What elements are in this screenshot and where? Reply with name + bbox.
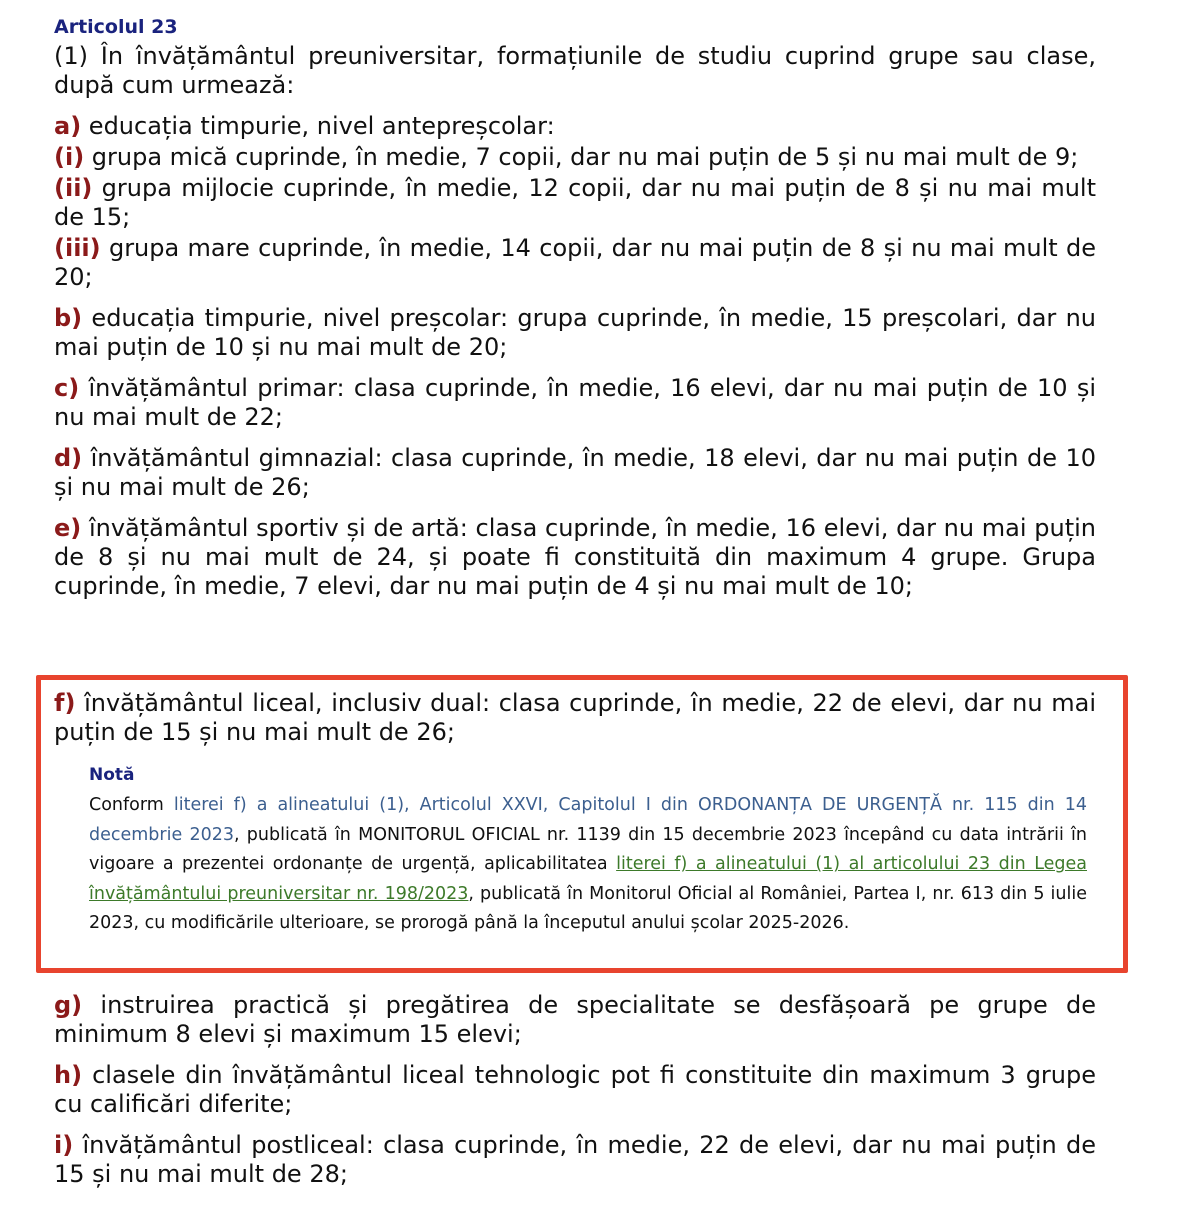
item-text: grupa mică cuprinde, în medie, 7 copii, dar nu mai puțin de 5 și nu mai mult de 9;: [84, 143, 1079, 171]
item-text: învățământul postliceal: clasa cuprinde, în medie, 22 de elevi, dar nu mai puțin de 15 și nu mai mult de 28;: [54, 1131, 1096, 1188]
item-text: învățământul sportiv și de artă: clasa cuprinde, în medie, 16 elevi, dar nu mai puțin de 8 și nu mai mult de 24, și poate fi constituită din maximum 4 grupe. Grupa cuprinde, în medie, 7 elevi, dar nu mai puțin de 4 și nu mai mult de 10;: [54, 514, 1096, 600]
items-after-list: [54, 991, 1096, 1189]
item-label: (ii): [54, 174, 93, 202]
item-text: instruirea practică și pregătirea de specialitate se desfășoară pe grupe de minimum 8 elevi și maximum 15 elevi;: [54, 991, 1096, 1048]
list-item: [54, 174, 1096, 232]
note-suffix: , publicată în Monitorul Oficial al României, Partea I, nr. 613 din 5 iulie 2023, cu modificările ulterioare, se prorogă până la începutul anului școlar 2025-2026.: [89, 883, 1088, 934]
item-label: (i): [54, 143, 85, 171]
item-label: a): [54, 112, 82, 140]
item-text: clasele din învățământul liceal tehnologic pot fi constituite din maximum 3 grupe cu calificări diferite;: [54, 1061, 1096, 1118]
items-before-list: [54, 112, 1096, 601]
note-middle: , publicată în MONITORUL OFICIAL nr. 1139 din 15 decembrie 2023 începând cu data intrării în vigoare a prezentei ordonanțe de urgență, aplicabilitatea: [89, 824, 1088, 875]
list-item: [54, 143, 1096, 172]
list-item: [54, 1061, 1096, 1119]
ordinance-link[interactable]: literei f) a alineatului (1), Articolul XXVI, Capitolul I din ORDONANȚA DE URGENȚĂ nr. 115 din 14 decembrie 2023: [89, 795, 1087, 845]
list-item: [54, 112, 1096, 141]
item-label: h): [54, 1061, 83, 1089]
note-title: Notă: [89, 765, 135, 785]
note-box: [89, 763, 1087, 939]
item-text: grupa mijlocie cuprinde, în medie, 12 copii, dar nu mai puțin de 8 și nu mai mult de 15;: [54, 174, 1096, 231]
item-text: educația timpurie, nivel antepreșcolar:: [81, 112, 555, 140]
list-item: [54, 444, 1096, 502]
list-item: [54, 304, 1096, 362]
list-item: [54, 514, 1096, 601]
item-label: c): [54, 374, 80, 402]
item-text: învățământul liceal, inclusiv dual: clasa cuprinde, în medie, 22 de elevi, dar nu mai puțin de 15 și nu mai mult de 26;: [54, 689, 1096, 746]
item-f: [54, 689, 1096, 747]
item-text: învățământul primar: clasa cuprinde, în medie, 16 elevi, dar nu mai puțin de 10 și nu mai mult de 22;: [54, 374, 1096, 431]
item-label: (iii): [54, 234, 101, 262]
list-item: [54, 991, 1096, 1049]
list-item: [54, 374, 1096, 432]
item-label: i): [54, 1131, 74, 1159]
law-reference-link[interactable]: literei f) a alineatului (1) al articolului 23 din Legea învățământului preuniversitar nr. 198/2023: [89, 854, 1087, 904]
article-title: Articolul 23: [54, 16, 178, 38]
item-text: învățământul gimnazial: clasa cuprinde, în medie, 18 elevi, dar nu mai puțin de 10 și nu mai mult de 26;: [54, 444, 1096, 501]
item-label: e): [54, 514, 82, 542]
list-item: [54, 1131, 1096, 1189]
item-label: g): [54, 991, 83, 1019]
item-label: b): [54, 304, 83, 332]
item-text: grupa mare cuprinde, în medie, 14 copii, dar nu mai puțin de 8 și nu mai mult de 20;: [54, 234, 1096, 291]
list-item: [54, 234, 1096, 292]
item-text: educația timpurie, nivel preșcolar: grupa cuprinde, în medie, 15 preșcolari, dar nu mai puțin de 10 și nu mai mult de 20;: [54, 304, 1096, 361]
article-body: [54, 14, 1096, 601]
note-prefix: Conform: [89, 795, 174, 815]
item-label: f): [54, 689, 76, 717]
note-text: [89, 791, 1087, 939]
item-label: d): [54, 444, 83, 472]
article-intro: (1) În învățământul preuniversitar, formațiunile de studiu cuprind grupe sau clase, după cum urmează:: [54, 42, 1096, 99]
